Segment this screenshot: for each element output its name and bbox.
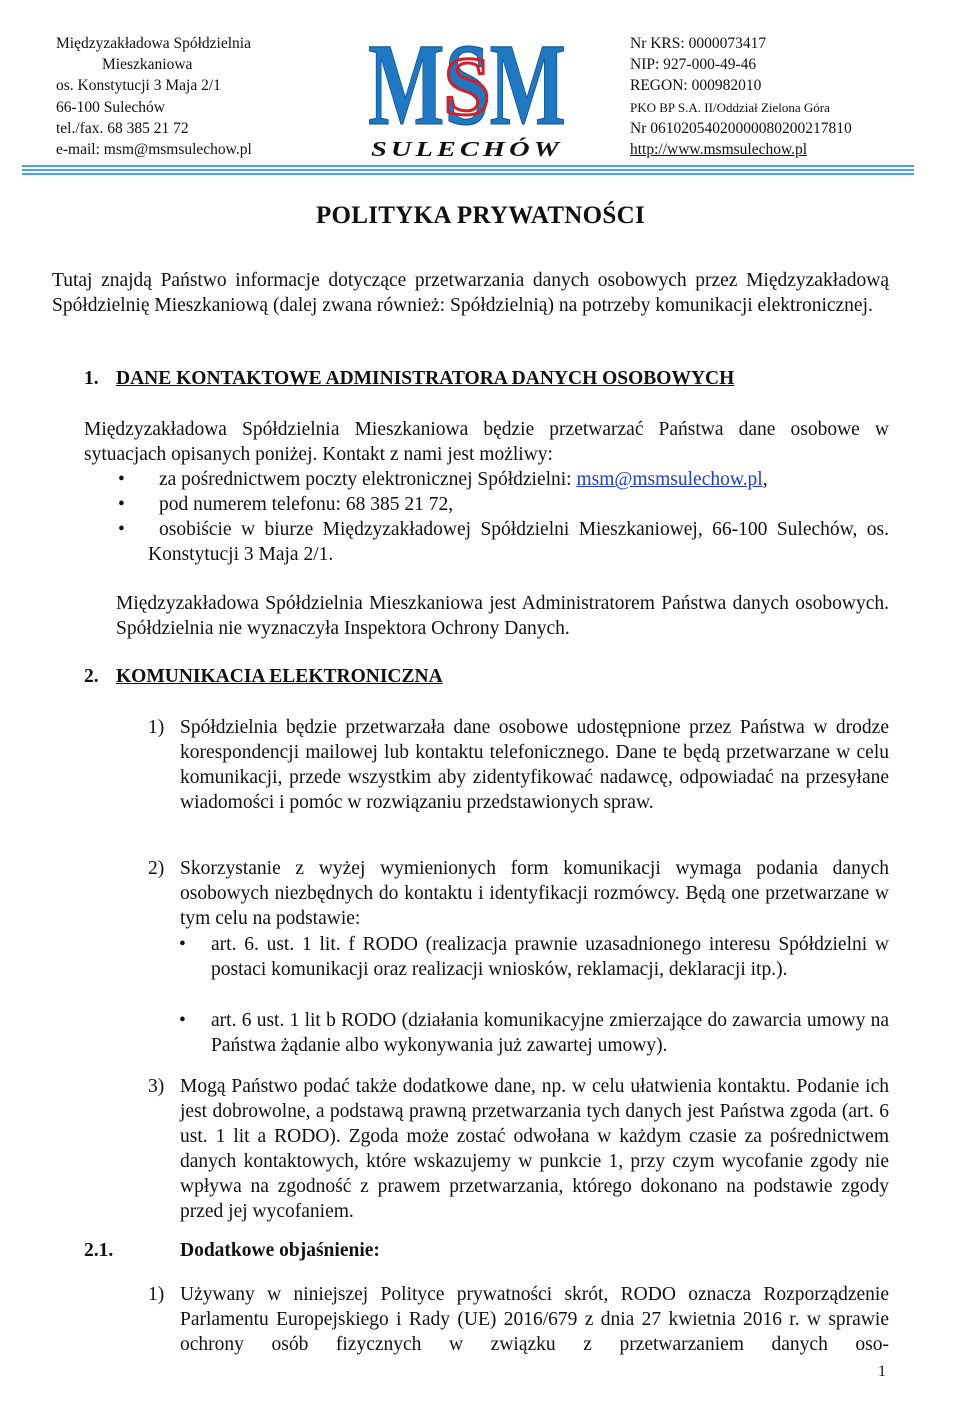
org-name-line1: Międzyzakładowa Spółdzielnia (56, 35, 251, 52)
item-2-bullet-1: art. 6. ust. 1 lit. f RODO (realizacja prawnie uzasadnionego interesu Spółdzielni w postaci komunikacji oraz realizacji wniosków, reklamacji, deklaracji itp.). (211, 934, 889, 980)
section-2-item-2: Skorzystanie z wyżej wymienionych form komunikacji wymaga podania danych osobowych niezbędnych do kontaktu i identyfikacji rozmówcy. Będą one przetwarzane w tym celu na podstawie: (180, 858, 889, 929)
svg-text:S: S (443, 40, 491, 133)
list-item (179, 932, 889, 982)
section-2-1-item-1: Używany w niniejszej Polityce prywatności skrót, RODO oznacza Rozporządzenie Parlamentu Europejskiego i Rady (UE) 2016/679 z dnia 27 kwietnia 2016 r. w sprawie ochrony osób fizycznych w związku z przetwarzaniem danych oso- (180, 1284, 889, 1355)
bullet-icon: • (118, 469, 125, 490)
bullet-1-text: za pośrednictwem poczty elektronicznej Spółdzielni: (159, 469, 577, 490)
bank-account: Nr 06102054020000080200217810 (630, 119, 852, 137)
page-number: 1 (878, 1363, 886, 1380)
letterhead-left (56, 33, 252, 160)
header-rule-3 (22, 173, 914, 175)
list-item (118, 467, 889, 492)
section-2-item-1: Spółdzielnia będzie przetwarzała dane osobowe udostępnione przez Państwa w drodze korespondencji mailowej lub kontaktu telefonicznego. Dane te będą przetwarzane w celu komunikacji, przede wszystkim aby zidentyfikować nadawcę, odpowiadać na przesyłane wiadomości i pomóc w rozwiązaniu przedstawionych spraw. (180, 717, 889, 813)
list-item (118, 492, 889, 517)
section-1-heading (84, 368, 734, 390)
regon-number: REGON: 000982010 (630, 77, 762, 95)
section-2-1-title: Dodatkowe objaśnienie: (180, 1240, 380, 1261)
section-2-1-number: 2.1. (84, 1240, 114, 1261)
bullet-2-text: pod numerem telefonu: 68 385 21 72, (159, 494, 454, 515)
item-3-number: 3) (148, 1076, 165, 1097)
msm-logo (364, 26, 570, 162)
header-rule-2 (22, 169, 914, 171)
website-link[interactable]: http://www.msmsulechow.pl (630, 141, 808, 159)
nip-number: NIP: 927-000-49-46 (630, 56, 757, 74)
section-1-intro: Międzyzakładowa Spółdzielnia Mieszkaniowa będzie przetwarzać Państwa dane osobowe w sytuacjach opisanych poniżej. Kontakt z nami jest możliwy: (84, 419, 889, 465)
logo-city: SULECHÓW (371, 137, 563, 161)
email-link[interactable]: msm@msmsulechow.pl (576, 469, 763, 490)
org-name-line2: Mieszkaniowa (102, 56, 193, 74)
bullet-3-text: osobiście w biurze Międzyzakładowej Spółdzielni Mieszkaniowej, 66-100 Sulechów, os. Konstytucji 3 Maja 2/1. (148, 519, 889, 565)
org-phone: tel./fax. 68 385 21 72 (56, 119, 189, 137)
bullet-icon: • (118, 494, 125, 515)
bank-name: PKO BP S.A. II/Oddział Zielona Góra (630, 99, 830, 115)
org-postal: 66-100 Sulechów (56, 98, 165, 116)
section-1-title: DANE KONTAKTOWE ADMINISTRATORA DANYCH OSOBOWYCH (116, 368, 735, 389)
section-2-title: KOMUNIKACIA ELEKTRONICZNA (116, 666, 443, 687)
item-1-number: 1) (148, 1284, 165, 1305)
section-2-1-heading (84, 1240, 380, 1262)
org-address: os. Konstytucji 3 Maja 2/1 (56, 77, 221, 95)
list-item (118, 517, 889, 567)
bullet-icon: • (118, 519, 125, 540)
krs-number: Nr KRS: 0000073417 (630, 35, 767, 52)
section-1-number: 1. (84, 368, 99, 389)
list-item (179, 1008, 889, 1058)
document-title: POLITYKA PRYWATNOŚCI (315, 202, 645, 229)
item-2-bullet-2: art. 6 ust. 1 lit b RODO (działania komunikacyjne zmierzające do zawarcia umowy na Państwa żądanie albo wykonywania już zawartej umowy). (211, 1010, 889, 1056)
section-1-admin-paragraph: Międzyzakładowa Spółdzielnia Mieszkaniowa jest Administratorem Państwa danych osobowych. Spółdzielnia nie wyznaczyła Inspektora Ochrony Danych. (116, 593, 889, 639)
section-2-item-3: Mogą Państwo podać także dodatkowe dane, np. w celu ułatwienia kontaktu. Podanie ich jest dobrowolne, a podstawą prawną przetwarzania tych danych jest Państwa zgoda (art. 6 ust. 1 lit a RODO). Zgoda może zostać odwołana w każdym czasie za pośrednictwem danych kontaktowych, które wskazujemy w punkcie 1, przy czym wycofanie zgody nie wpływa na zgodność z prawem przetwarzania, którego dokonano na podstawie zgody przed jej wycofaniem. (180, 1076, 889, 1222)
section-2-number: 2. (84, 666, 99, 687)
intro-paragraph: Tutaj znajdą Państwo informacje dotyczące przetwarzania danych osobowych przez Międzyzakładową Spółdzielnię Mieszkaniową (dalej zwana również: Spółdzielnią) na potrzeby komunikacji elektronicznej. (52, 270, 889, 316)
header-rule-1 (22, 165, 914, 167)
org-email: e-mail: msm@msmsulechow.pl (56, 141, 252, 159)
bullet-icon: • (179, 934, 186, 955)
item-1-number: 1) (148, 717, 165, 738)
bullet-1-tail: , (762, 469, 768, 490)
logo-letters: MSM (368, 26, 566, 150)
letterhead-right (630, 33, 852, 160)
bullet-icon: • (179, 1010, 186, 1031)
item-2-number: 2) (148, 858, 165, 879)
section-2-heading (84, 666, 443, 688)
